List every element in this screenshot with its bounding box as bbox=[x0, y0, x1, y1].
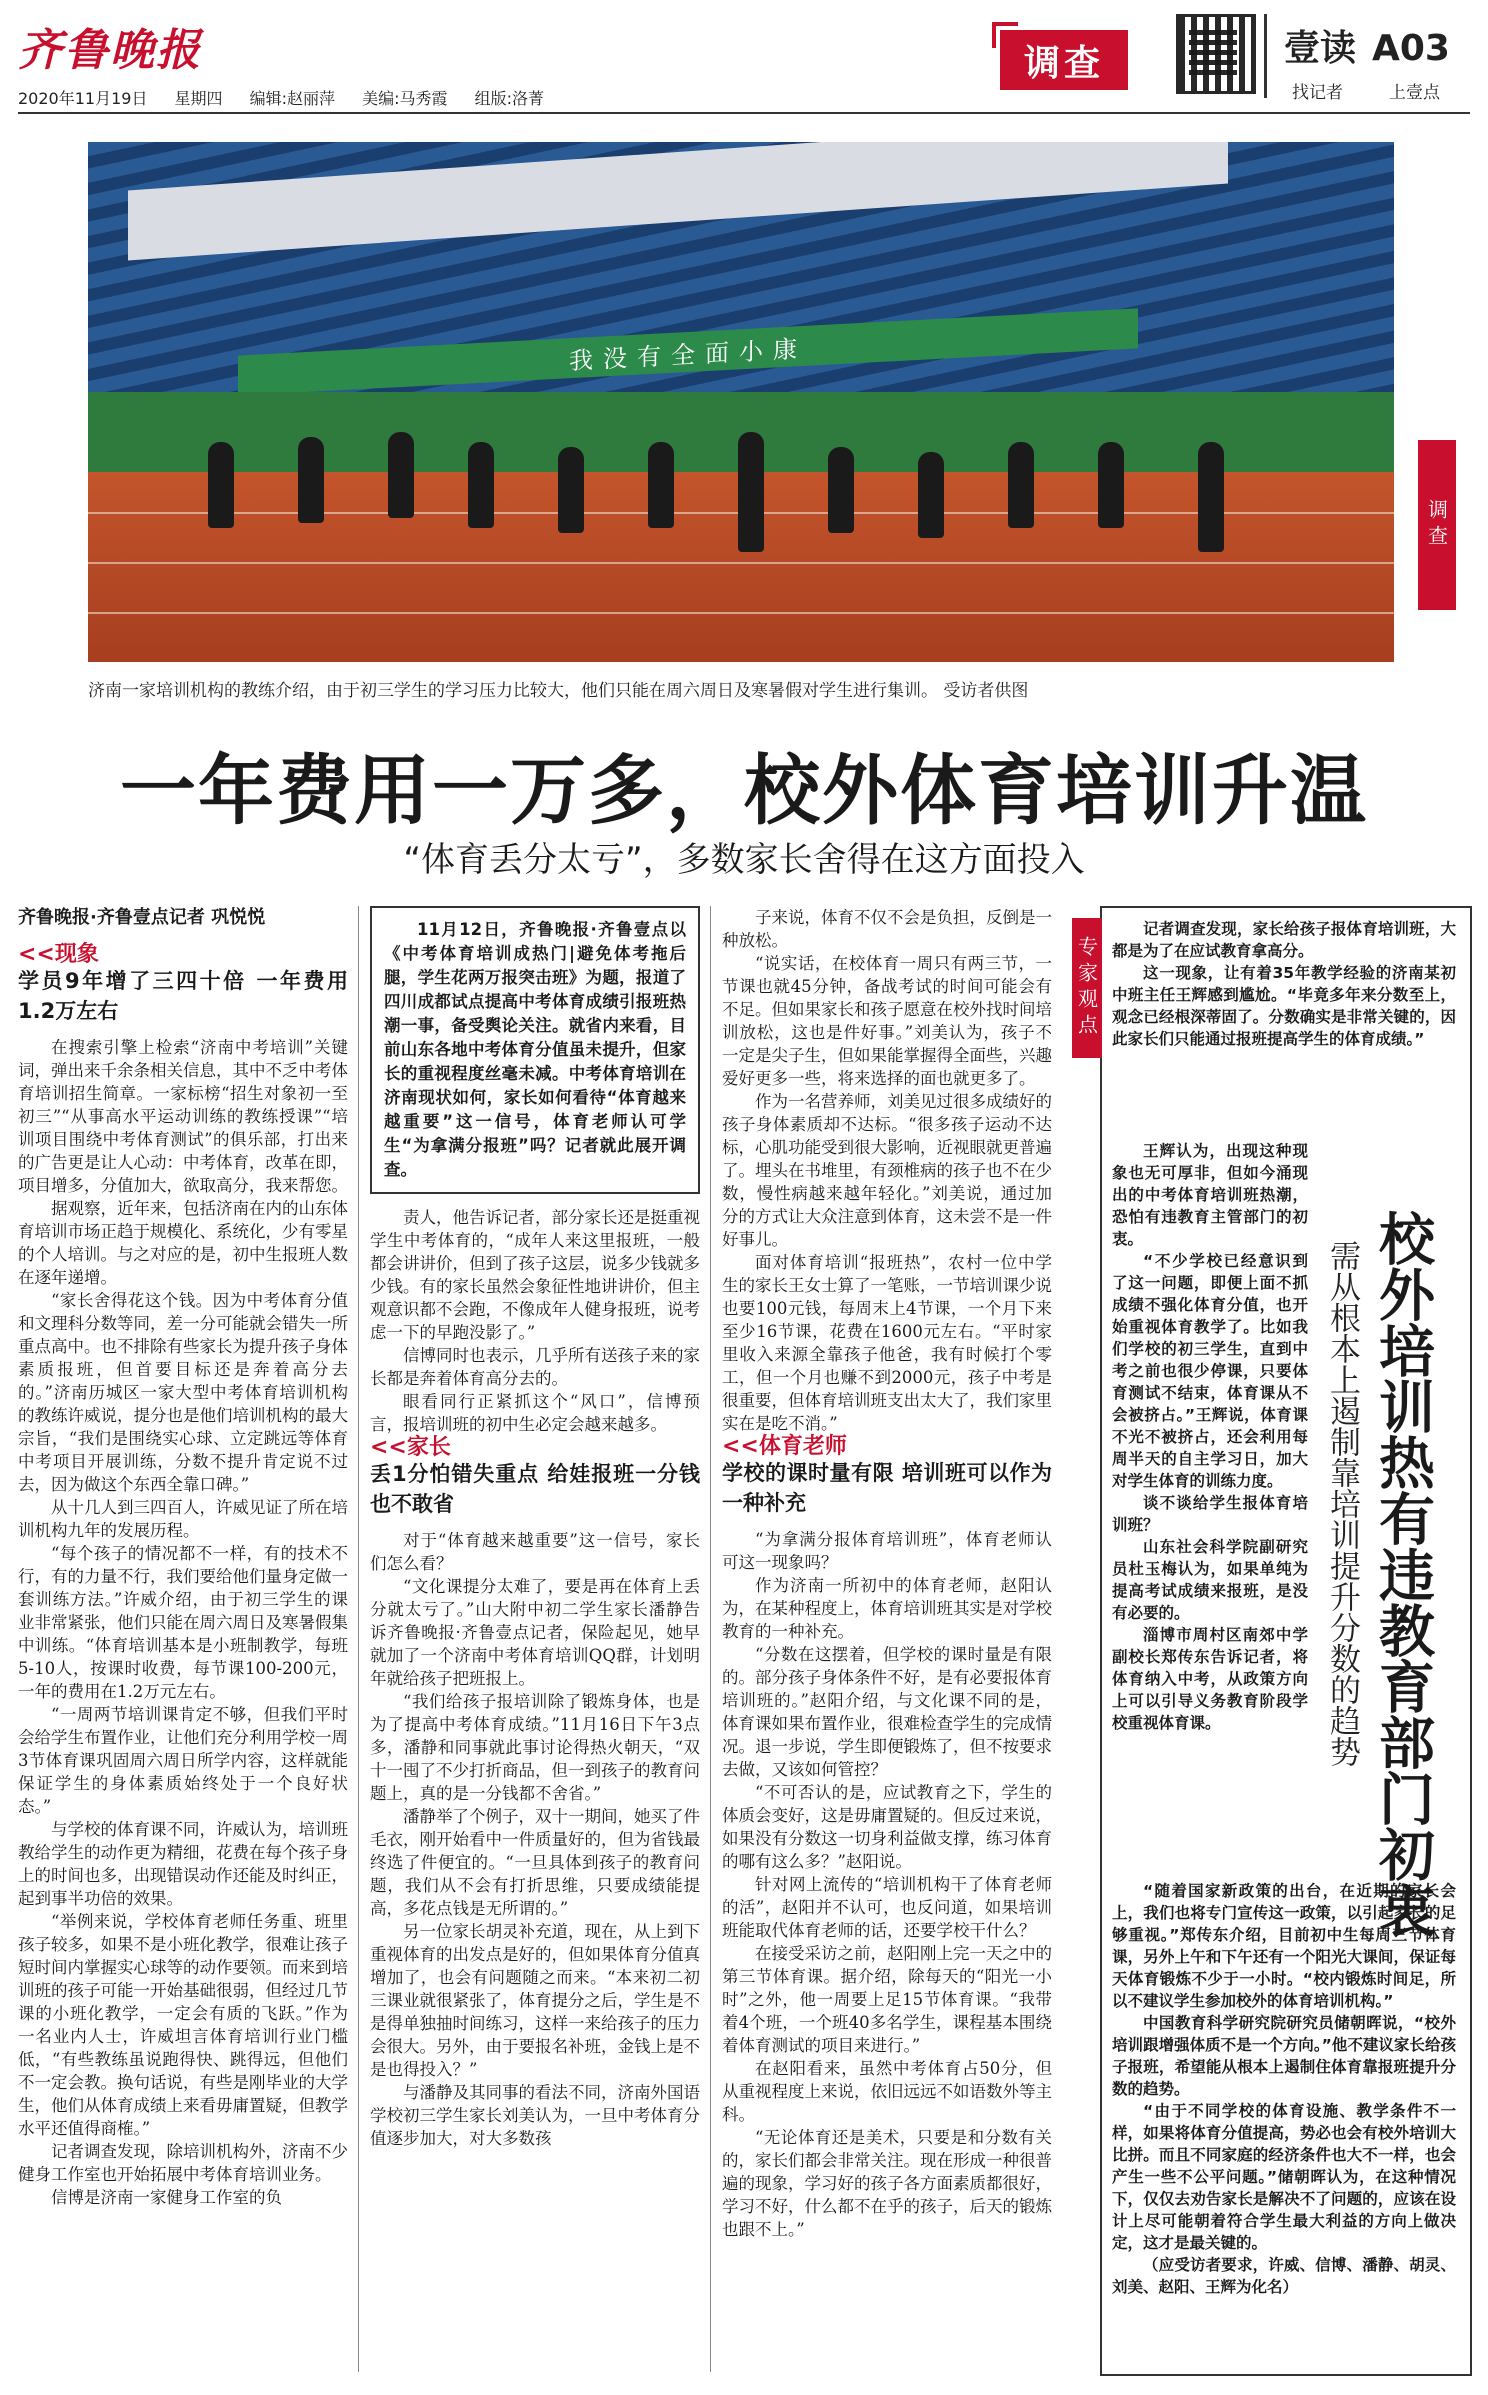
paragraph: “文化课提分太难了，要是再在体育上丢分就太亏了。”山大附中初二学生家长潘静告诉齐鲁晚报·齐鲁壹点记者，保险起见，她早就加了一个济南中考体育培训QQ群，计划明年就给孩子把班报上。 bbox=[370, 1577, 700, 1688]
paragraph: 作为济南一所初中的体育老师，赵阳认为，在某种程度上，体育培训班其实是对学校教育的一种补充。 bbox=[722, 1576, 1052, 1641]
paragraph: 从十几人到三四百人，许威见证了所在培训机构九年的发展历程。 bbox=[18, 1498, 348, 1540]
expert-text-bottom bbox=[1112, 1880, 1456, 2298]
side-section-tag: 调查 bbox=[1418, 440, 1456, 610]
subheadline: “体育丢分太亏”，多数家长舍得在这方面投入 bbox=[403, 840, 1085, 880]
student-figure bbox=[208, 442, 234, 528]
student-figure bbox=[468, 442, 494, 528]
paragraph: 子来说，体育不仅不会是负担，反倒是一种放松。 bbox=[722, 908, 1052, 950]
paragraph: 在接受采访之前，赵阳刚上完一天之中的第三节体育课。据介绍，除每天的“阳光一小时”之外，他一周要上足15节体育课。“我带着4个班，一个班40多名学生，课程基本围绕着体育测试的项目来进行。” bbox=[722, 1944, 1052, 2055]
expert-paragraph: 谈不谈给学生报体育培训班？ bbox=[1112, 1494, 1308, 1534]
paragraph: 责人，他告诉记者，部分家长还是挺重视学生中考体育的，“成年人来这里报班，一般都会讲讲价，但到了孩子这层，说多少钱就多少钱。有的家长虽然会象征性地讲讲价，但主观意识都不会跑，不像成年人健身报班，说考虑一下的早跑没影了。” bbox=[370, 1208, 700, 1342]
paragraph: 信博同时也表示，几乎所有送孩子来的家长都是奔着体育高分去的。 bbox=[370, 1346, 700, 1388]
article-column-2 bbox=[370, 906, 700, 2150]
article-column-3 bbox=[722, 906, 1052, 2241]
student-figure bbox=[828, 447, 854, 533]
expert-paragraph: “不少学校已经意识到了这一问题，即便上面不抓成绩不强化体育分值，也开始重视体育教学了。比如我们学校的初三学生，直到中考之前也很少停课，只要体育测试不结束，体育课从不会被挤占。”王辉说，体育课不光不被挤占，还会利用每周半天的自主学习日，加大对学生体育的训练力度。 bbox=[1112, 1252, 1308, 1490]
paragraph: 眼看同行正紧抓这个“风口”，信博预言，报培训班的初中生必定会越来越多。 bbox=[370, 1392, 700, 1434]
paragraph: “一周两节培训课肯定不够，但我们平时会给学生布置作业，让他们充分利用学校一周3节体育课巩固周六周日所学内容，这样就能保证学生的身体素质始终处于一个良好状态。” bbox=[18, 1705, 348, 1816]
expert-opinion-tag: 专家观点 bbox=[1072, 918, 1102, 1058]
headline: 一年费用一万多，校外体育培训升温 bbox=[120, 746, 1368, 835]
student-figure bbox=[1098, 442, 1124, 528]
paragraph: 对于“体育越来越重要”这一信号，家长们怎么看？ bbox=[370, 1531, 700, 1573]
paragraph: “每个孩子的情况都不一样，有的技术不行，有的力量不行，我们要给他们量身定做一套训练方法。”许威介绍，由于初三学生的课业非常紧张，他们只能在周六周日及寒暑假集中训练。“体育培训基本是小班制教学，每班5-10人，按课时收费，每节课100-200元，一年的费用在1.2万元左右。 bbox=[18, 1544, 348, 1701]
expert-paragraph: “随着国家新政策的出台，在近期的家长会上，我们也将专门宣传这一政策，以引起家长的足够重视。”郑传东介绍，目前初中生每周三节体育课，另外上午和下午还有一个阳光大课间，保证每天体育锻炼不少于一小时。“校内锻炼时间足，所以不建议学生参加校外的体育培训机构。” bbox=[1112, 1882, 1456, 2010]
paragraph: 记者调查发现，除培训机构外，济南不少健身工作室也开始拓展中考体育培训业务。 bbox=[18, 2142, 348, 2184]
paragraph: “无论体育还是美术，只要是和分数有关的，家长们都会非常关注。现在形成一种很普遍的现象，学习好的孩子各方面素质都很好，学习不好，什么都不在乎的孩子，后天的锻炼也跟不上。” bbox=[722, 2128, 1052, 2239]
student-figure bbox=[648, 442, 674, 528]
editor-credit: 编辑:赵丽萍 bbox=[249, 89, 336, 108]
art-credit: 美编:马秀霞 bbox=[362, 89, 448, 108]
news-photo bbox=[88, 142, 1394, 662]
student-figure bbox=[388, 432, 414, 518]
student-figure bbox=[1008, 442, 1034, 528]
coach-figure bbox=[1198, 442, 1224, 552]
student-figure bbox=[558, 447, 584, 533]
staff-line bbox=[1292, 78, 1486, 103]
paragraph: 另一位家长胡灵补充道，现在，从上到下重视体育的出发点是好的，但如果体育分值真增加了，也会有问题随之而来。“本来初二初三课业就很紧张了，体育提分之后，学生是不是得单独抽时间练习，这样一来给孩子的压力会很大。另外，由于要报名补班，金钱上是不是也得投入？” bbox=[370, 1922, 700, 2079]
paragraph: 与潘静及其同事的看法不同，济南外国语学校初三学生家长刘美认为，一旦中考体育分值逐步加大，对大多数孩 bbox=[370, 2083, 700, 2148]
lead-text: 11月12日，齐鲁晚报·齐鲁壹点以《中考体育培训成热门|避免体考拖后腿，学生花两万报突击班》为题，报道了四川成都试点提高中考体育成绩引报班热潮一事，备受舆论关注。就省内来看，目前山东各地中考体育分值虽未提升，但家长的重视程度丝毫未减。中考体育培训在济南现状如何，家长如何看待“体育越来越重要”这一信号，体育老师认可学生“为拿满分报班”吗？记者就此展开调查。 bbox=[384, 920, 686, 1179]
paragraph: “说实话，在校体育一周只有两三节，一节课也就45分钟，备战考试的时间可能会有不足。但如果家长和孩子愿意在校外找时间培训放松，这也是件好事。”刘美认为，孩子不一定是尖子生，但如果能掌握得全面些，兴趣爱好更多一些，将来选择的面也就更多了。 bbox=[722, 954, 1052, 1088]
expert-paragraph: 记者调查发现，家长给孩子报体育培训班，大都是为了在应试教育拿高分。 bbox=[1112, 920, 1456, 960]
paragraph: “分数在这摆着，但学校的课时量是有限的。部分孩子身体条件不好，是有必要报体育培训班的。”赵阳介绍，与文化课不同的是，体育课如果布置作业，很难检查学生的完成情况。退一步说，学生即便锻炼了，但不按要求去做，又该如何管控？ bbox=[722, 1645, 1052, 1779]
layout-credit: 组版:洛菁 bbox=[474, 89, 545, 108]
paragraph: “我们给孩子报培训除了锻炼身体，也是为了提高中考体育成绩。”11月16日下午3点多，潘静和同事就此事讨论得热火朝天，“双十一囤了不少打折商品，但一到孩子的教育问题上，真的是一分钱都不舍省。” bbox=[370, 1692, 700, 1803]
expert-subtitle: 需从根本上遏制靠培训提升分数的趋势 bbox=[1324, 1240, 1360, 1767]
expert-paragraph: 中国教育科学研究院研究员储朝晖说，“校外培训跟增强体质不是一个方向。”他不建议家长给孩子报班，希望能从根本上遏制住体育靠报班提升分数的趋势。 bbox=[1112, 2014, 1456, 2098]
section-head-pe-teacher: 学校的课时量有限 培训班可以作为一种补充 bbox=[722, 1461, 1052, 1515]
paragraph: 信博是济南一家健身工作室的负 bbox=[51, 2188, 282, 2207]
expert-title: 校外培训热有违教育部门初衷 bbox=[1370, 1210, 1435, 1938]
expert-paragraph: “由于不同学校的体育设施、教学条件不一样，如果将体育分值提高，势必也会有校外培训大比拼。而且不同家庭的经济条件也大不一样，也会产生一些不公平问题。”储朝晖认为，在这种情况下，仅仅去劝告家长是解决不了问题的，应该在设计上尽可能朝着符合学生最大利益的方向上做决定，这才是最关键的。 bbox=[1112, 2102, 1456, 2252]
paragraph: 据观察，近年来，包括济南在内的山东体育培训市场正趋于规模化、系统化，少有零星的个人培训。与之对应的是，初中生报班人数在逐年递增。 bbox=[18, 1199, 348, 1287]
section-head-phenomenon: 学员9年增了三四十倍 一年费用1.2万左右 bbox=[18, 969, 348, 1023]
issue-date: 2020年11月19日 bbox=[18, 89, 148, 108]
section-head-parents: 丢1分怕错失重点 给娃报班一分钱也不敢省 bbox=[370, 1462, 700, 1516]
expert-text-top bbox=[1112, 918, 1456, 1050]
expert-text-narrow bbox=[1112, 1140, 1308, 1734]
expert-paragraph: 王辉认为，出现这种现象也无可厚非，但如今涌现出的中考体育培训班热潮，恐怕有违教育主管部门的初衷。 bbox=[1112, 1142, 1308, 1248]
paragraph: 面对体育培训“报班热”，农村一位中学生的家长王女士算了一笔账，一节培训课少说也要100元钱，每周末上4节课，一个月下来至少16节课，花费在1600元左右。“平时家里收入来源全靠孩子他爸，我有时候打个零工，但一个月也赚不到2000元，孩子中考是很重要，但体育培训班支出太大了，我们家里实在是吃不消。” bbox=[722, 1253, 1052, 1433]
paragraph: “举例来说，学校体育老师任务重、班里孩子较多，如果不是小班化教学，很难让孩子短时间内掌握实心球等的动作要领。而来到培训班的孩子可能一开始基础很弱，但经过几节课的小班化教学，一定会有质的飞跃。”作为一名业内人士，许威坦言体育培训行业门槛低，“有些教练虽说跑得快、跳得远，但他们不一定会教。换句话说，有些是刚毕业的大学生，他们从体育成绩上来看毋庸置疑，但教学水平还值得商榷。” bbox=[18, 1912, 348, 2138]
paragraph: 作为一名营养师，刘美见过很多成绩好的孩子身体素质却不达标。“很多孩子运动不达标，心肌功能受到很大影响，近视眼就更普遍了。埋头在书堆里，有颈椎病的孩子也不在少数，慢性病越来越年轻化。”刘美说，通过加分的方式让大众注意到体育，这未尝不是一件好事儿。 bbox=[722, 1092, 1052, 1249]
section-tag-phenomenon: <<现象 bbox=[18, 942, 99, 967]
paragraph: “为拿满分报体育培训班”，体育老师认可这一现象吗？ bbox=[722, 1530, 1052, 1572]
coach-figure bbox=[738, 432, 764, 552]
expert-paragraph: 山东社会科学院副研究员杜玉梅认为，如果单纯为提高考试成绩来报班，是没有必要的。 bbox=[1112, 1538, 1308, 1622]
paragraph: “家长舍得花这个钱。因为中考体育分值和文理科分数等同，差一分可能就会错失一所重点高中。也不排除有些家长为提升孩子身体素质报班，但首要目标还是奔着高分去的。”济南历城区一家大型中考体育培训机构的教练许威说，提分也是他们培训机构的最大宗旨，“我们是围绕实心球、立定跳远等体育中考项目开展训练，分数不提升肯定说不过去，因为做这个东西全靠口碑。” bbox=[18, 1291, 348, 1494]
issue-weekday: 星期四 bbox=[174, 89, 223, 108]
edition-name: 壹读 bbox=[1284, 28, 1357, 69]
paragraph: 针对网上流传的“培训机构干了体育老师的活”，赵阳并不认可，也反问道，如果培训班能取代体育老师的话，还要学校干什么？ bbox=[722, 1875, 1052, 1940]
student-figure bbox=[298, 437, 324, 523]
paragraph: 在搜索引擎上检索“济南中考培训”关键词，弹出来千余条相关信息，其中不乏中考体育培训招生简章。一家标榜“招生对象初一至初三”“从事高水平运动训练的教练授课”“培训项目围绕中考体育测试”的俱乐部，打出来的广告更是让人心动：中考体育，改革在即，项目增多，分值加大，欲取高分，我来帮您。 bbox=[18, 1038, 348, 1195]
article-column-1 bbox=[18, 906, 348, 2209]
section-tag-parents: <<家长 bbox=[370, 1435, 451, 1460]
staff-left: 找记者 bbox=[1292, 83, 1343, 103]
staff-right: 上壹点 bbox=[1389, 83, 1440, 103]
qr-code-icon bbox=[1176, 14, 1256, 94]
masthead-rule bbox=[18, 112, 1470, 114]
column-separator bbox=[358, 906, 359, 2372]
lead-box bbox=[370, 906, 700, 1194]
section-tag-pe-teacher: <<体育老师 bbox=[722, 1434, 847, 1459]
paragraph: 在赵阳看来，虽然中考体育占50分，但从重视程度上来说，依旧远远不如语数外等主科。 bbox=[722, 2059, 1052, 2124]
expert-paragraph: 淄博市周村区南郊中学副校长郑传东告诉记者，将体育纳入中考，从政策方向上可以引导义务教育阶段学校重视体育课。 bbox=[1112, 1626, 1308, 1732]
masthead-divider bbox=[1264, 14, 1267, 98]
student-figure bbox=[918, 452, 944, 538]
photo-caption: 济南一家培训机构的教练介绍，由于初三学生的学习压力比较大，他们只能在周六周日及寒暑假对学生进行集训。 受访者供图 bbox=[88, 681, 1029, 701]
paragraph: 与学校的体育课不同，许威认为，培训班教给学生的动作更为精细，花费在每个孩子身上的时间也多，出现错误动作还能及时纠正，起到事半功倍的效果。 bbox=[18, 1820, 348, 1908]
paragraph: “不可否认的是，应试教育之下，学生的体质会变好，这是毋庸置疑的。但反过来说，如果没有分数这一切身利益做支撑，练习体育的哪有这么多？”赵阳说。 bbox=[722, 1783, 1052, 1871]
issue-meta bbox=[18, 86, 566, 109]
section-tag: 调查 bbox=[1000, 30, 1128, 90]
newspaper-logo: 齐鲁晚报 bbox=[18, 25, 202, 76]
edition-label bbox=[1284, 20, 1450, 71]
paragraph: 潘静举了个例子，双十一期间，她买了件毛衣，刚开始看中一件质量好的，但为省钱最终选了件便宜的。“一旦具体到孩子的教育问题，我们从不会有打折思维，只要成绩能提高，多花点钱是无所谓的。” bbox=[370, 1807, 700, 1918]
stadium-banner: 我没有全面小康 bbox=[238, 308, 1138, 395]
byline: 齐鲁晚报·齐鲁壹点记者 巩悦悦 bbox=[18, 907, 266, 928]
column-separator bbox=[710, 906, 711, 2372]
page-number: A03 bbox=[1372, 28, 1450, 69]
expert-note: （应受访者要求，许威、信博、潘静、胡灵、刘美、赵阳、王辉为化名） bbox=[1112, 2256, 1456, 2296]
expert-paragraph: 这一现象，让有着35年教学经验的济南某初中班主任王辉感到尴尬。“毕竟多年来分数至上，观念已经根深蒂固了。分数确实是非常关键的，因此家长们只能通过报班提高学生的体育成绩。” bbox=[1112, 964, 1456, 1048]
